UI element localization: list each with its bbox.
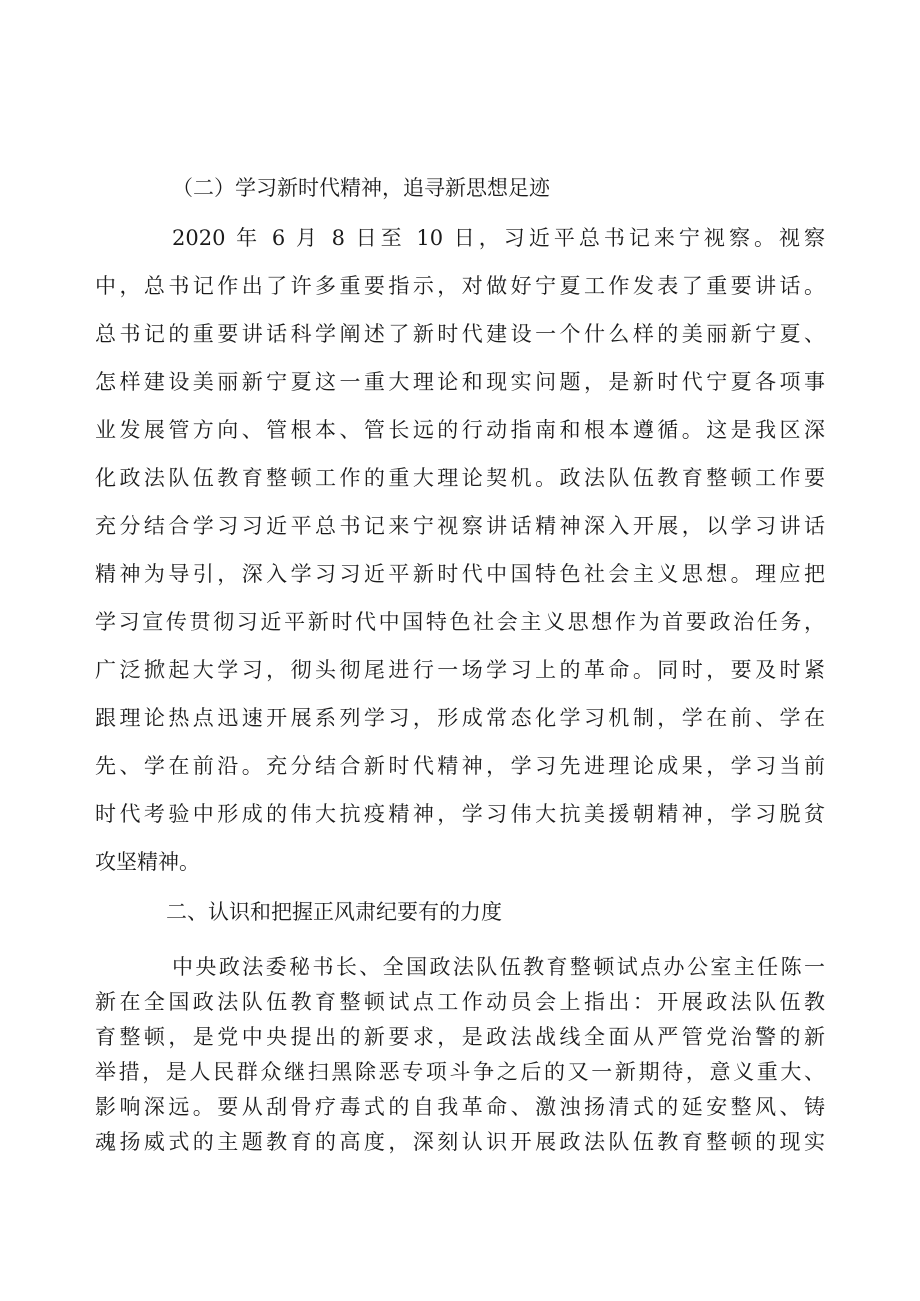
paragraph-line: 时代考验中形成的伟大抗疫精神，学习伟大抗美援朝精神，学习脱贫 [95, 802, 825, 826]
subsection-heading: （二）学习新时代精神，追寻新思想足迹 [172, 176, 550, 200]
paragraph-line: 中央政法委秘书长、全国政法队伍教育整顿试点办公室主任陈一 [172, 955, 825, 979]
paragraph-line: 育整顿，是党中央提出的新要求，是政法战线全面从严管党治警的新 [95, 1025, 825, 1049]
paragraph-line: 中，总书记作出了许多重要指示，对做好宁夏工作发表了重要讲话。 [95, 274, 825, 298]
paragraph-line: 怎样建设美丽新宁夏这一重大理论和现实问题，是新时代宁夏各项事 [95, 370, 825, 394]
paragraph-line: 魂扬威式的主题教育的高度，深刻认识开展政法队伍教育整顿的现实 [95, 1130, 825, 1154]
paragraph-line: 攻坚精神。 [95, 850, 200, 874]
paragraph-line: 2020 年 6 月 8 日至 10 日，习近平总书记来宁视察。视察 [172, 226, 825, 250]
paragraph-line: 充分结合学习习近平总书记来宁视察讲话精神深入开展，以学习讲话 [95, 514, 825, 538]
paragraph-line: 化政法队伍教育整顿工作的重大理论契机。政法队伍教育整顿工作要 [95, 466, 825, 490]
paragraph-line: 先、学在前沿。充分结合新时代精神，学习先进理论成果，学习当前 [95, 754, 825, 778]
section-heading: 二、认识和把握正风肃纪要有的力度 [166, 900, 502, 924]
paragraph-line: 影响深远。要从刮骨疗毒式的自我革命、激浊扬清式的延安整风、铸 [95, 1095, 825, 1119]
paragraph-line: 总书记的重要讲话科学阐述了新时代建设一个什么样的美丽新宁夏、 [95, 322, 825, 346]
paragraph-line: 业发展管方向、管根本、管长远的行动指南和根本遵循。这是我区深 [95, 418, 825, 442]
paragraph-line: 学习宣传贯彻习近平新时代中国特色社会主义思想作为首要政治任务， [95, 610, 825, 634]
paragraph-line: 举措，是人民群众继扫黑除恶专项斗争之后的又一新期待，意义重大、 [95, 1060, 825, 1084]
paragraph-line: 精神为导引，深入学习习近平新时代中国特色社会主义思想。理应把 [95, 562, 825, 586]
paragraph-line: 广泛掀起大学习，彻头彻尾进行一场学习上的革命。同时，要及时紧 [95, 658, 825, 682]
paragraph-line: 跟理论热点迅速开展系列学习，形成常态化学习机制，学在前、学在 [95, 706, 825, 730]
paragraph-line: 新在全国政法队伍教育整顿试点工作动员会上指出：开展政法队伍教 [95, 990, 825, 1014]
